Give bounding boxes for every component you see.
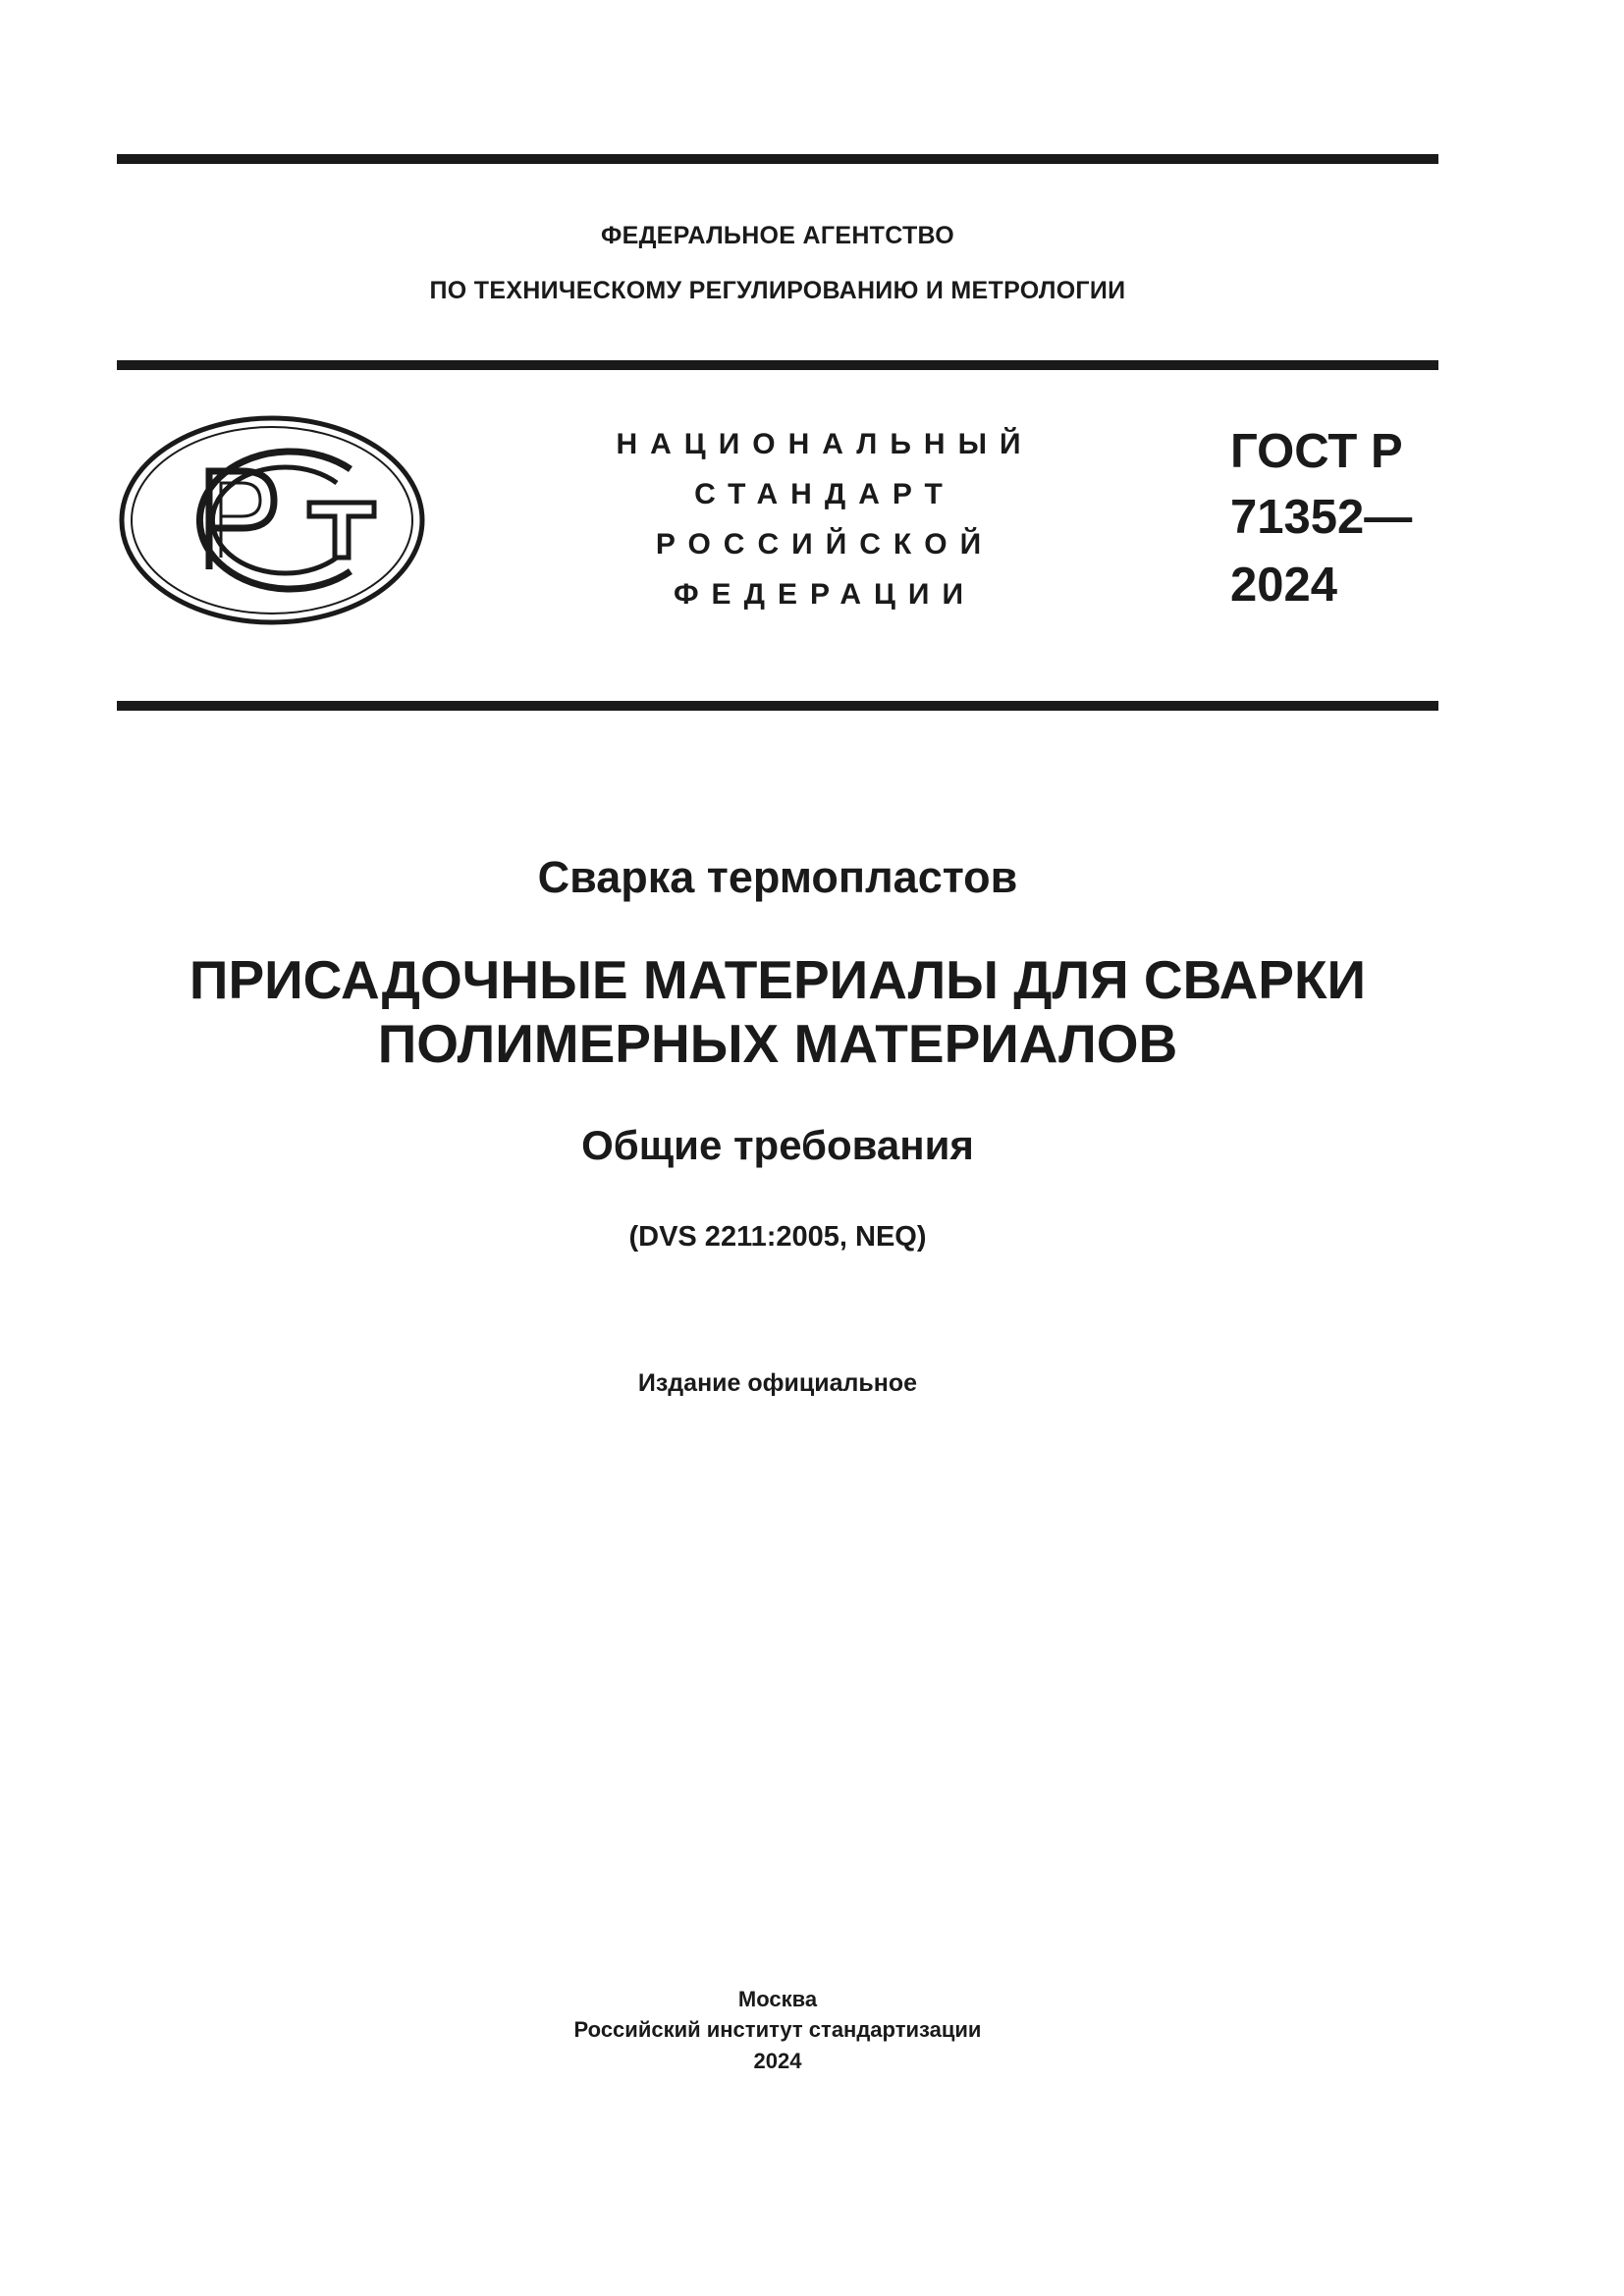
footer-publisher: Российский институт стандартизации <box>573 2017 982 2042</box>
gost-designation-line3: 2024 <box>1230 559 1338 612</box>
footer-city: Москва <box>737 1987 818 2011</box>
document-title <box>117 948 1438 1076</box>
footer-year: 2024 <box>753 2049 802 2073</box>
rst-mark-icon <box>117 412 427 628</box>
standard-type-line1: НАЦИОНАЛЬНЫЙ <box>616 428 1034 460</box>
gost-designation-line2: 71352— <box>1230 491 1413 544</box>
gost-designation-line1: ГОСТ Р <box>1230 425 1403 478</box>
standard-type-line4: ФЕДЕРАЦИИ <box>673 578 977 611</box>
agency-name-line1: ФЕДЕРАЛЬНОЕ АГЕНТСТВО <box>600 222 955 249</box>
logo-rule <box>117 701 1438 711</box>
document-title-line2: ПОЛИМЕРНЫХ МАТЕРИАЛОВ <box>377 1012 1178 1074</box>
standard-type-line2: СТАНДАРТ <box>694 478 955 510</box>
standard-type-line3: РОССИЙСКОЙ <box>655 528 995 561</box>
top-rule <box>117 154 1438 164</box>
header-rule <box>117 360 1438 370</box>
agency-name-line2: ПО ТЕХНИЧЕСКОМУ РЕГУЛИРОВАНИЮ И МЕТРОЛОГИИ <box>429 277 1126 304</box>
document-subject: Сварка термопластов <box>537 852 1018 902</box>
document-subtitle: Общие требования <box>581 1122 974 1168</box>
edition-note: Издание официальное <box>637 1369 918 1397</box>
document-title-line1: ПРИСАДОЧНЫЕ МАТЕРИАЛЫ ДЛЯ СВАРКИ <box>189 949 1367 1010</box>
document-reference: (DVS 2211:2005, NEQ) <box>628 1221 927 1253</box>
